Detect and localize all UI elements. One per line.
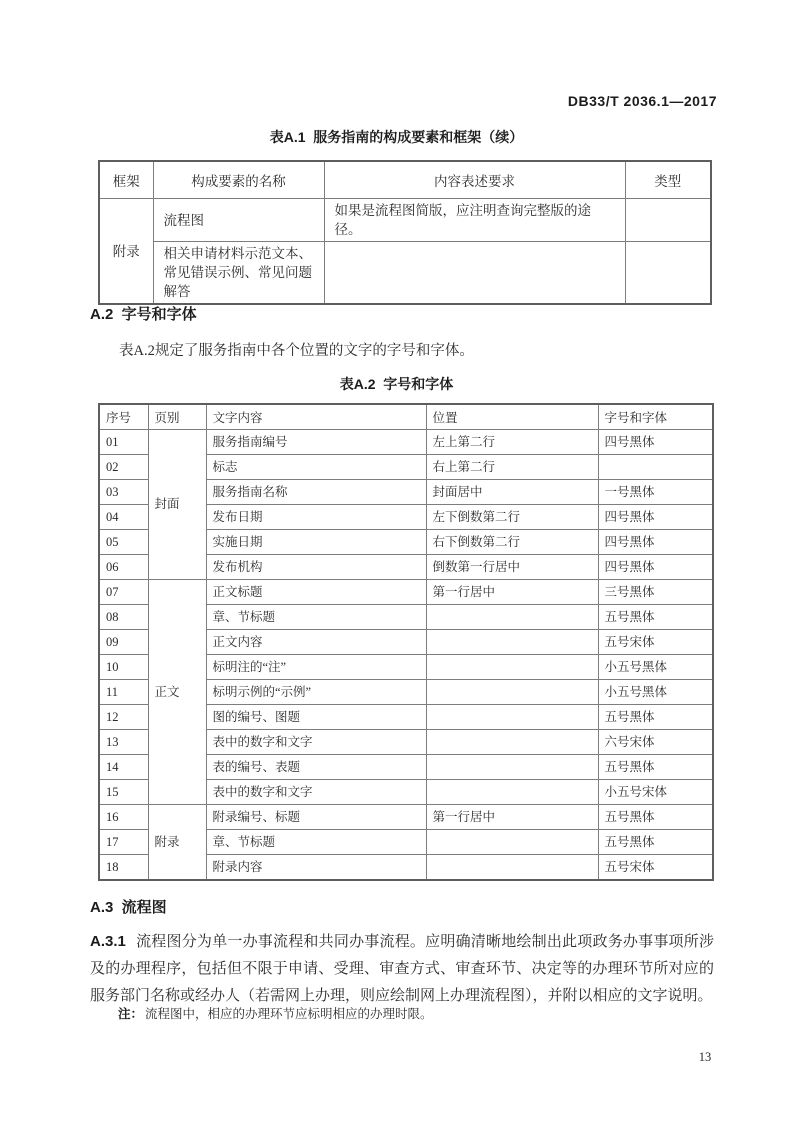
paragraph-text: 流程图分为单一办事流程和共同办事流程。应明确清晰地绘制出此项政务办事事项所涉及的办理程序，包括但不限于申请、受理、审查方式、审查环节、决定等的办理环节所对应的服务部门名称或经办人（若需网上办理，则应绘制网上办理流程图），并附以相应的文字说明。 bbox=[90, 934, 714, 1004]
note-label: 注： bbox=[118, 1007, 144, 1021]
cell-content: 发布日期 bbox=[206, 505, 426, 530]
cell-name: 流程图 bbox=[153, 199, 324, 242]
cell-no: 09 bbox=[99, 630, 148, 655]
cell-position: 左下倒数第二行 bbox=[426, 505, 598, 530]
cell-position: 右上第二行 bbox=[426, 455, 598, 480]
cell-position bbox=[426, 705, 598, 730]
cell-content: 服务指南编号 bbox=[206, 430, 426, 455]
cell-font: 五号宋体 bbox=[598, 630, 713, 655]
cell-no: 10 bbox=[99, 655, 148, 680]
cell-position: 第一行居中 bbox=[426, 805, 598, 830]
cell-font: 三号黑体 bbox=[598, 580, 713, 605]
cell-position bbox=[426, 655, 598, 680]
cell-position bbox=[426, 855, 598, 881]
cell-no: 06 bbox=[99, 555, 148, 580]
cell-position bbox=[426, 830, 598, 855]
column-header-font: 字号和字体 bbox=[598, 404, 713, 430]
column-header-content: 文字内容 bbox=[206, 404, 426, 430]
section-a2-heading: A.2 字号和字体 bbox=[90, 306, 197, 323]
cell-no: 08 bbox=[99, 605, 148, 630]
cell-position: 第一行居中 bbox=[426, 580, 598, 605]
cell-content: 图的编号、图题 bbox=[206, 705, 426, 730]
cell-position: 倒数第一行居中 bbox=[426, 555, 598, 580]
cell-page-group: 封面 bbox=[148, 430, 206, 580]
cell-no: 18 bbox=[99, 855, 148, 881]
table-header-row bbox=[99, 161, 711, 199]
cell-font: 小五号黑体 bbox=[598, 680, 713, 705]
cell-font: 五号黑体 bbox=[598, 805, 713, 830]
column-header-name: 构成要素的名称 bbox=[153, 161, 324, 199]
table-a1 bbox=[98, 160, 712, 305]
table-row bbox=[99, 580, 713, 605]
column-header-requirement: 内容表述要求 bbox=[324, 161, 625, 199]
cell-no: 17 bbox=[99, 830, 148, 855]
cell-content: 表的编号、表题 bbox=[206, 755, 426, 780]
cell-font: 五号黑体 bbox=[598, 605, 713, 630]
column-header-no: 序号 bbox=[99, 404, 148, 430]
section-a3-note bbox=[118, 1006, 714, 1023]
table-row bbox=[99, 430, 713, 455]
column-header-frame: 框架 bbox=[99, 161, 153, 199]
cell-requirement bbox=[324, 242, 625, 305]
cell-no: 04 bbox=[99, 505, 148, 530]
cell-position bbox=[426, 755, 598, 780]
column-header-page: 页别 bbox=[148, 404, 206, 430]
cell-font: 四号黑体 bbox=[598, 530, 713, 555]
cell-font: 四号黑体 bbox=[598, 555, 713, 580]
cell-no: 07 bbox=[99, 580, 148, 605]
cell-page-group: 正文 bbox=[148, 580, 206, 805]
cell-content: 发布机构 bbox=[206, 555, 426, 580]
page-number: 13 bbox=[698, 1050, 712, 1064]
cell-no: 14 bbox=[99, 755, 148, 780]
column-header-type: 类型 bbox=[625, 161, 711, 199]
section-a3-heading: A.3 流程图 bbox=[90, 899, 167, 916]
cell-content: 附录内容 bbox=[206, 855, 426, 881]
cell-no: 11 bbox=[99, 680, 148, 705]
cell-no: 13 bbox=[99, 730, 148, 755]
cell-content: 标明注的“注” bbox=[206, 655, 426, 680]
cell-page-group: 附录 bbox=[148, 805, 206, 881]
cell-position bbox=[426, 730, 598, 755]
table-a2-title: 表A.2 字号和字体 bbox=[339, 376, 454, 392]
cell-font: 四号黑体 bbox=[598, 430, 713, 455]
cell-content: 正文标题 bbox=[206, 580, 426, 605]
table-a1-title: 表A.1 服务指南的构成要素和框架（续） bbox=[269, 129, 524, 145]
cell-type bbox=[625, 242, 711, 305]
cell-no: 16 bbox=[99, 805, 148, 830]
cell-content: 正文内容 bbox=[206, 630, 426, 655]
cell-name: 相关申请材料示范文本、常见错误示例、常见问题解答 bbox=[153, 242, 324, 305]
table-header-row bbox=[99, 404, 713, 430]
cell-position: 右下倒数第二行 bbox=[426, 530, 598, 555]
cell-font: 五号黑体 bbox=[598, 705, 713, 730]
paragraph-label: A.3.1 bbox=[90, 933, 126, 950]
cell-no: 15 bbox=[99, 780, 148, 805]
cell-content: 实施日期 bbox=[206, 530, 426, 555]
cell-content: 标志 bbox=[206, 455, 426, 480]
cell-no: 03 bbox=[99, 480, 148, 505]
cell-position bbox=[426, 630, 598, 655]
cell-font bbox=[598, 455, 713, 480]
cell-content: 附录编号、标题 bbox=[206, 805, 426, 830]
cell-font: 小五号宋体 bbox=[598, 780, 713, 805]
cell-no: 05 bbox=[99, 530, 148, 555]
cell-content: 标明示例的“示例” bbox=[206, 680, 426, 705]
cell-font: 五号宋体 bbox=[598, 855, 713, 881]
table-row bbox=[99, 805, 713, 830]
cell-position bbox=[426, 680, 598, 705]
cell-position: 封面居中 bbox=[426, 480, 598, 505]
cell-content: 服务指南名称 bbox=[206, 480, 426, 505]
doc-code: DB33/T 2036.1—2017 bbox=[567, 93, 717, 109]
cell-position bbox=[426, 780, 598, 805]
cell-requirement: 如果是流程图简版，应注明查询完整版的途径。 bbox=[324, 199, 625, 242]
cell-content: 表中的数字和文字 bbox=[206, 730, 426, 755]
table-a2 bbox=[98, 403, 714, 881]
cell-font: 一号黑体 bbox=[598, 480, 713, 505]
section-a31-paragraph bbox=[90, 928, 714, 1010]
note-text: 流程图中，相应的办理环节应标明相应的办理时限。 bbox=[145, 1007, 433, 1021]
cell-no: 12 bbox=[99, 705, 148, 730]
cell-content: 章、节标题 bbox=[206, 605, 426, 630]
cell-font: 六号宋体 bbox=[598, 730, 713, 755]
cell-no: 01 bbox=[99, 430, 148, 455]
table-row bbox=[99, 199, 711, 242]
column-header-position: 位置 bbox=[426, 404, 598, 430]
cell-type bbox=[625, 199, 711, 242]
section-a2-intro: 表A.2规定了服务指南中各个位置的文字的字号和字体。 bbox=[119, 343, 474, 359]
cell-frame-group: 附录 bbox=[99, 199, 153, 305]
cell-font: 五号黑体 bbox=[598, 830, 713, 855]
cell-font: 小五号黑体 bbox=[598, 655, 713, 680]
cell-font: 四号黑体 bbox=[598, 505, 713, 530]
cell-no: 02 bbox=[99, 455, 148, 480]
cell-font: 五号黑体 bbox=[598, 755, 713, 780]
cell-position: 左上第二行 bbox=[426, 430, 598, 455]
cell-position bbox=[426, 605, 598, 630]
cell-content: 表中的数字和文字 bbox=[206, 780, 426, 805]
table-row bbox=[99, 242, 711, 305]
cell-content: 章、节标题 bbox=[206, 830, 426, 855]
